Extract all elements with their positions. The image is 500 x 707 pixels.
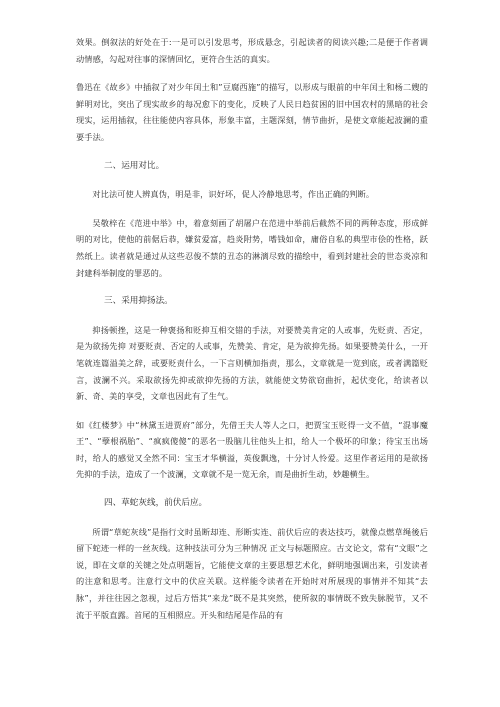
paragraph-fanjin-example: 吴敬梓在《范进中举》中，着意刻画了胡屠户在范进中举前后截然不同的两种态度，形成鲜明的对比，使他的前倨后恭，嫌贫爱富，趋炎附势，嗜钱如命，庸俗自私的典型市侩的性格，跃然纸上。读者就是通过从这些忍俊不禁的丑态的淋漓尽致的描绘中，看到封建社会的世态炎凉和封建科举制度的罪恶的。 [76,217,428,278]
paragraph-foreshadowing: 所谓“草蛇灰线”是指行文时虽断却连、形断实连、前伏后应的表达技巧，就像点燃草绳後后留下蛇迹一样的一丝灰线。这种技法可分为三种情况 正文与标题照应。古文论文，常有“文眼”之说，即在文章的关键之处点明题旨，它能使文章的主要思想艺术化，鲜明地强调出来，引发读者的注意和思考。注意行文中的伏应关联。这样能令读者在开始时对所展现的事情并不知其“去脉”，并往往因之忽视，过后方悟其“来龙”既不是其突然，使所叙的事情既不致失脉脱节，又不流于平版直露。首尾的互相照应。开头和结尾是作品的有 [76,526,428,620]
heading-contrast: 二、运用对比。 [104,160,165,171]
paragraph-guxiang-insertion: 鲁迅在《故乡》中插叙了对少年闰土和”豆腐西施”的描写，以形成与眼前的中年闰土和杨二嫂的鲜明对比，突出了现实故乡的每况愈下的变化，反映了人民日趋贫困的旧中国农村的黑暗的社会现实，运用插叙，往往能使内容具体，形象丰富，主题深刻，情节曲折，是使文章能起波澜的重要手法。 [76,82,428,142]
heading-praise-suppress: 三、采用抑扬法。 [104,296,173,307]
paragraph-praise-suppress: 抑扬顿挫，这是一种褒扬和贬抑互相交错的手法，对要赞美肯定的人或事，先贬责、否定，是为欲扬先抑 对要贬责、否定的人或事，先赞美、肯定，是为欲抑先扬。如果要赞美什么，一开笔就连篇溢美之辞，或要贬责什么，一下言则横加指责，那么，文章就是一览到底，或者满篇贬言，波澜不兴。采取欲扬先抑或欲抑先扬的方法，就能使文势欲窃曲折，起伏变化，给读者以新、奇、美的享受，文章也因此有了生气。 [76,324,428,402]
heading-foreshadowing: 四、草蛇灰线，前伏后应。 [104,498,208,509]
paragraph-contrast-intro: 对比法可使人辨真伪，明是非，识好坏，促人冷静地思考，作出正确的判断。 [92,189,375,200]
paragraph-hongloumeng-example: 如《红楼梦》中“林黛玉进贾府”部分，先借王夫人等人之口，把贾宝玉贬得一文不值，“混事魔王”、“孽根祸胎”、“疯疯傻傻”的恶名一股脑儿往他头上扣，给人一个极坏的印象；待宝玉出场时，给人的感觉又全然不同：宝玉才华横溢，英俊飘逸，十分讨人怜爱。这里作者运用的是欲扬先抑的手法，造成了一个波澜，文章就不是一览无余，而是曲折生动，妙趣横生。 [76,419,428,480]
paragraph-flashback-benefits: 效果。倒叙法的好处在于:一是可以引发思考，形成悬念，引起读者的阅读兴趣;二是便于作者调动情感，勾起对往事的深情回忆，更符合生活的真实。 [76,37,428,64]
document-page [76,34,428,623]
